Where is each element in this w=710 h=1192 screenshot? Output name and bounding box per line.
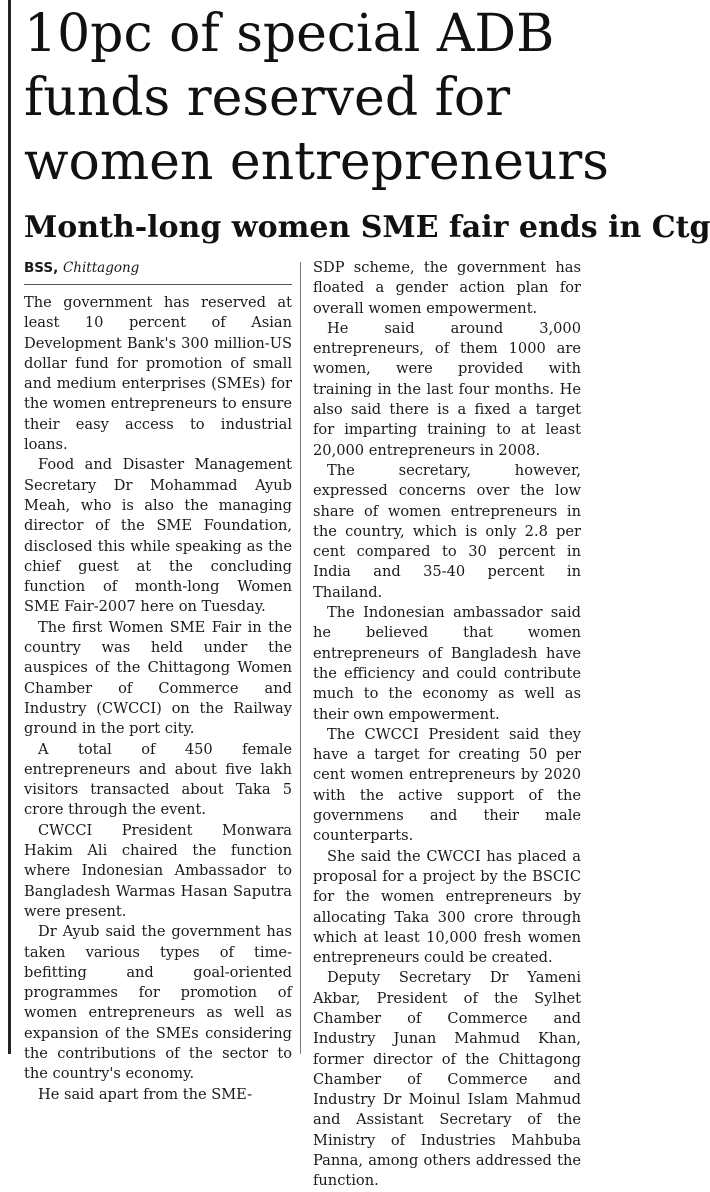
headline-line-3: women entrepreneurs <box>24 132 609 192</box>
paragraph: She said the CWCCI has placed a proposal for a project by the BSCIC for the women entrepreneurs by allocating Taka 300 crore through which at least 10,000 fresh women entrepreneurs could be created. <box>313 847 581 967</box>
paragraph: Food and Disaster Management Secretary Dr Mohammad Ayub Meah, who is also the managing director of the SME Foundation, disclosed this while speaking as the chief guest at the concluding function of month-long Women SME Fair-2007 here on Tuesday. <box>24 456 292 616</box>
column-rule-left <box>8 0 11 1054</box>
paragraph: A total of 450 female entrepreneurs and about five lakh visitors transacted about Taka 5 crore through the event. <box>24 740 292 819</box>
byline-agency: BSS, <box>24 260 59 276</box>
paragraph: The Indonesian ambassador said he believed that women entrepreneurs of Bangladesh have the efficiency and could contribute much to the economy as well as their own empowerment. <box>313 604 581 723</box>
paragraph: The secretary, however, expressed concerns over the low share of women entrepreneurs in the country, which is only 2.8 per cent compared to 30 percent in India and 35-40 percent in Thailand. <box>313 461 581 601</box>
paragraph: He said around 3,000 entrepreneurs, of them 1000 are women, were provided with training in the last four months. He also said there is a fixed a target for imparting training to at least 20,000 entrepreneurs in 2008. <box>313 319 581 459</box>
paragraph: The government has reserved at least 10 percent of Asian Development Bank's 300 million-US dollar fund for promotion of small and medium enterprises (SMEs) for the women entrepreneurs to ensure their easy access to industrial loans. <box>24 294 292 454</box>
subheadline: Month-long women SME fair ends in Ctg <box>24 210 710 245</box>
paragraph: Deputy Secretary Dr Yameni Akbar, President of the Sylhet Chamber of Commerce and Industry Junan Mahmud Khan, former director of the Chittagong Chamber of Commerce and Industry Dr Moinul Islam Mahmud and Assistant Secretary of the Ministry of Industries Mahbuba Panna, among others addressed the function. <box>313 969 581 1190</box>
headline <box>24 2 609 194</box>
paragraph: CWCCI President Monwara Hakim Ali chaired the function where Indonesian Ambassador to Bangladesh Warmas Hasan Saputra were present. <box>24 821 292 920</box>
paragraph: The first Women SME Fair in the country was held under the auspices of the Chittagong Women Chamber of Commerce and Industry (CWCCI) on the Railway ground in the port city. <box>24 618 292 738</box>
byline-divider <box>24 284 292 285</box>
paragraph: SDP scheme, the government has floated a gender action plan for overall women empowerment. <box>313 259 581 317</box>
headline-line-2: funds reserved for <box>24 68 511 128</box>
column-divider <box>300 262 301 1054</box>
paragraph: Dr Ayub said the government has taken various types of time-befitting and goal-oriented programmes for promotion of women entrepreneurs as well as expansion of the SMEs considering the contributions of the sector to the country's economy. <box>24 923 292 1083</box>
paragraph: The CWCCI President said they have a target for creating 50 per cent women entrepreneurs by 2020 with the active support of the governmens and their male counterparts. <box>313 725 581 845</box>
paragraph: He said apart from the SME- <box>38 1085 253 1103</box>
article-column-right <box>313 258 581 1192</box>
byline <box>24 258 292 278</box>
byline-place: Chittagong <box>62 260 140 276</box>
article-column-left <box>24 258 292 1105</box>
headline-line-1: 10pc of special ADB <box>24 4 555 64</box>
